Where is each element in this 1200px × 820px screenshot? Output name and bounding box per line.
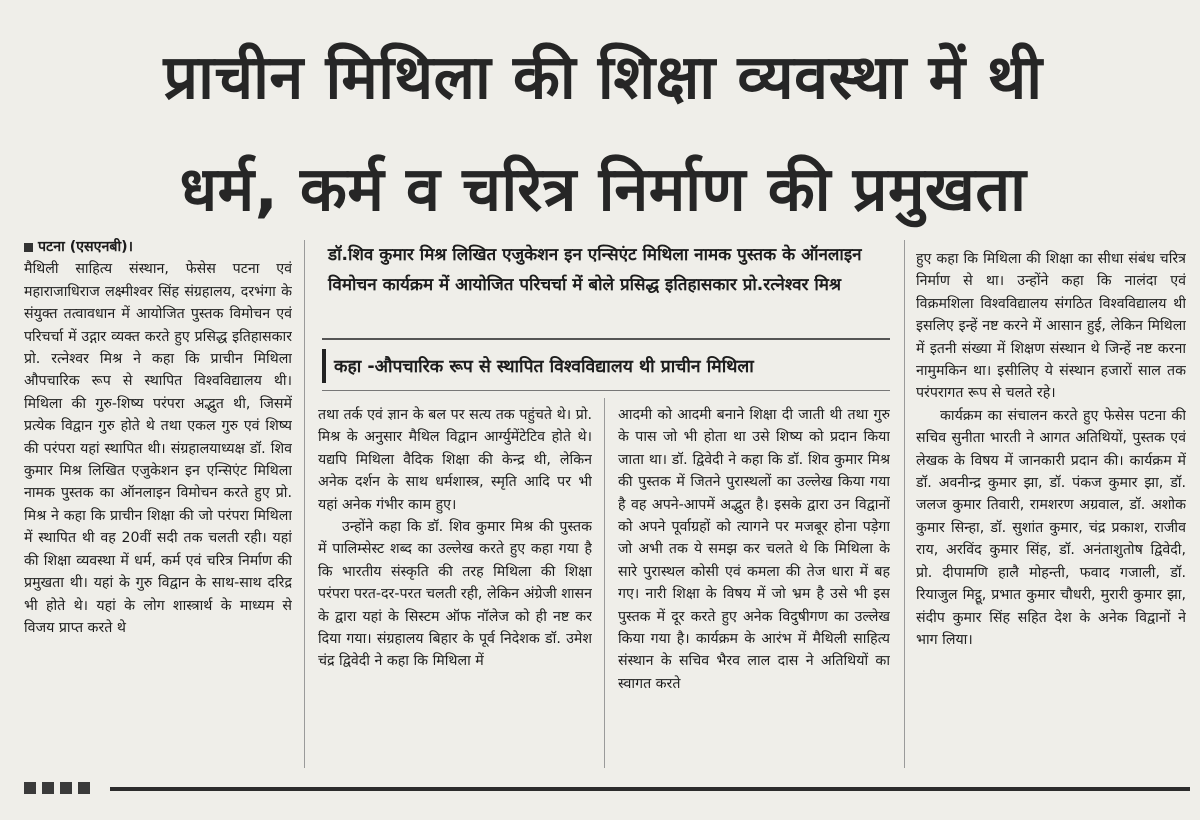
column-2-paragraph-2: उन्होंने कहा कि डॉ. शिव कुमार मिश्र की पुस्तक में पालिम्सेस्ट शब्द का उल्लेख करते हुए कहा गया है कि भारतीय संस्कृति की तरह मिथिला की शिक्षा परंपरा परत-दर-परत चलती रही, लेकिन अंग्रेजी शासन के द्वारा यहां के सिस्टम ऑफ नॉलेज को ही नष्ट कर दिया गया। संग्रहालय बिहार के पूर्व निदेशक डॉ. उमेश चंद्र द्विवेदी ने कहा कि मिथिला में — [318, 519, 592, 670]
footer-square — [24, 782, 36, 794]
article-column-2 — [318, 404, 592, 784]
column-divider-3 — [904, 240, 905, 768]
footer-rule — [110, 787, 1190, 791]
dateline-bullet — [24, 243, 33, 252]
footer-square — [78, 782, 90, 794]
column-4-paragraph-2: कार्यक्रम का संचालन करते हुए फेसेस पटना की सचिव सुनीता भारती ने आगत अतिथियों, पुस्तक एवं लेखक के विषय में जानकारी प्रदान की। कार्यक्रम में डॉ. अवनीन्द्र कुमार झा, डॉ. पंकज कुमार झा, डॉ. जलज कुमार तिवारी, रामशरण अग्रवाल, डॉ. अशोक कुमार सिन्हा, डॉ. सुशांत कुमार, चंद्र प्रकाश, राजीव राय, अरविंद कुमार सिंह, डॉ. अनंताशुतोष द्विवेदी, प्रो. दीपामणि हालै मोहन्ती, फवाद गजाली, डॉ. रियाजुल मिट्ठू, प्रभात कुमार चौधरी, मुरारी कुमार झा, संदीप कुमार सिंह सहित देश के अनेक विद्वानों ने भाग लिया। — [916, 407, 1186, 648]
dateline-paragraph — [24, 236, 292, 258]
deck-rule — [322, 338, 890, 340]
footer-square — [42, 782, 54, 794]
article-column-1 — [24, 236, 292, 820]
dateline: पटना (एसएनबी)। — [38, 239, 133, 255]
footer-square — [60, 782, 72, 794]
column-divider-1 — [304, 240, 305, 768]
column-3-paragraph: आदमी को आदमी बनाने शिक्षा दी जाती थी तथा गुरु के पास जो भी होता था उसे शिष्य को प्रदान किया जाता था। डॉ. द्विवेदी ने कहा कि डॉ. शिव कुमार मिश्र की पुस्तक में जितने पुरास्थलों का उल्लेख किया गया है वह अपने-आपमें अद्भुत है। इसके द्वारा उन विद्वानों को अपने पूर्वाग्रहों को त्यागने पर मजबूर होना पड़ेगा जो अभी तक ये समझ कर चलते थे कि मिथिला के सारे पुरास्थल कोसी एवं कमला की तेज धारा में बह गए। नारी शिक्षा के विषय में जो भ्रम है उसे भी इस पुस्तक में दूर करते हुए अनेक विदुषीगण का उल्लेख किया गया है। कार्यक्रम के आरंभ में मैथिली साहित्य संस्थान के सचिव भैरव लाल दास ने अतिथियों का स्वागत करते — [618, 407, 890, 692]
deck-subhead: डॉ.शिव कुमार मिश्र लिखित एजुकेशन इन एन्सिएंट मिथिला नामक पुस्तक के ऑनलाइन विमोचन कार्यक्रम में आयोजित परिचर्चा में बोले प्रसिद्ध इतिहासकार प्रो.रत्नेश्वर मिश्र — [328, 245, 862, 295]
article-column-3 — [618, 404, 890, 784]
column-1-paragraph: मैथिली साहित्य संस्थान, फेसेस पटना एवं महाराजाधिराज लक्ष्मीश्वर सिंह संग्रहालय, दरभंगा के संयुक्त तत्वावधान में आयोजित पुस्तक विमोचन एवं परिचर्चा में उद्गार व्यक्त करते हुए प्रसिद्ध इतिहासकार प्रो. रत्नेश्वर मिश्र ने कहा कि प्राचीन मिथिला औपचारिक रूप से स्थापित विश्वविद्यालय थी। मिथिला की गुरु-शिष्य परंपरा अद्भुत थी, जिसमें प्रत्येक विद्वान गुरु होते थे तथा एकल गुरु एवं शिष्य की परंपरा यहां स्थापित थी। संग्रहालयाध्यक्ष डॉ. शिव कुमार मिश्र लिखित एजुकेशन इन एन्सिएंट मिथिला नामक पुस्तक का ऑनलाइन विमोचन करते हुए प्रो. मिश्र ने कहा कि प्राचीन शिक्षा की जो परंपरा मिथिला में स्थापित थी वह 20वीं सदी तक चलती रही। यहां की शिक्षा व्यवस्था में धर्म, कर्म एवं चरित्र निर्माण की प्रमुखता थी। यहां के गुरु विद्वान के साथ-साथ दरिद्र भी होते थे। यहां के लोग शास्त्रार्थ के माध्यम से विजय प्राप्त करते थे — [24, 261, 292, 636]
quote-rule — [322, 390, 890, 391]
headline-line-2: धर्म, कर्म व चरित्र निर्माण की प्रमुखता — [179, 154, 1027, 225]
quote-subhead: कहा -औपचारिक रूप से स्थापित विश्वविद्यालय थी प्राचीन मिथिला — [334, 357, 754, 377]
article-column-4 — [916, 248, 1186, 788]
column-divider-2 — [604, 398, 605, 768]
headline-line-1: प्राचीन मिथिला की शिक्षा व्यवस्था में थी — [163, 42, 1043, 113]
quote-bar — [322, 349, 326, 383]
column-2-paragraph-1: तथा तर्क एवं ज्ञान के बल पर सत्य तक पहुंचते थे। प्रो. मिश्र के अनुसार मैथिल विद्वान आर्ग्युमेंटेटिव होते थे। यद्यपि मिथिला वैदिक शिक्षा की केन्द्र थी, लेकिन अनेक दर्शन के साथ धर्मशास्त्र, स्मृति आदि पर भी यहां अनेक गंभीर काम हुए। — [318, 407, 592, 513]
column-4-paragraph-1: हुए कहा कि मिथिला की शिक्षा का सीधा संबंध चरित्र निर्माण से था। उन्होंने कहा कि नालंदा एवं विक्रमशिला विश्वविद्यालय संगठित विश्वविद्यालय थी इसलिए इन्हें नष्ट करने में आसान हुई, लेकिन मिथिला में इतनी संख्या में शिक्षण संस्थान थे जिन्हें नष्ट करना नामुमकिन था। इसीलिए ये संस्थान हजारों साल तक परंपरागत रूप से चलते रहे। — [916, 251, 1186, 402]
footer-ornament — [24, 782, 90, 794]
headline — [18, 22, 1188, 246]
